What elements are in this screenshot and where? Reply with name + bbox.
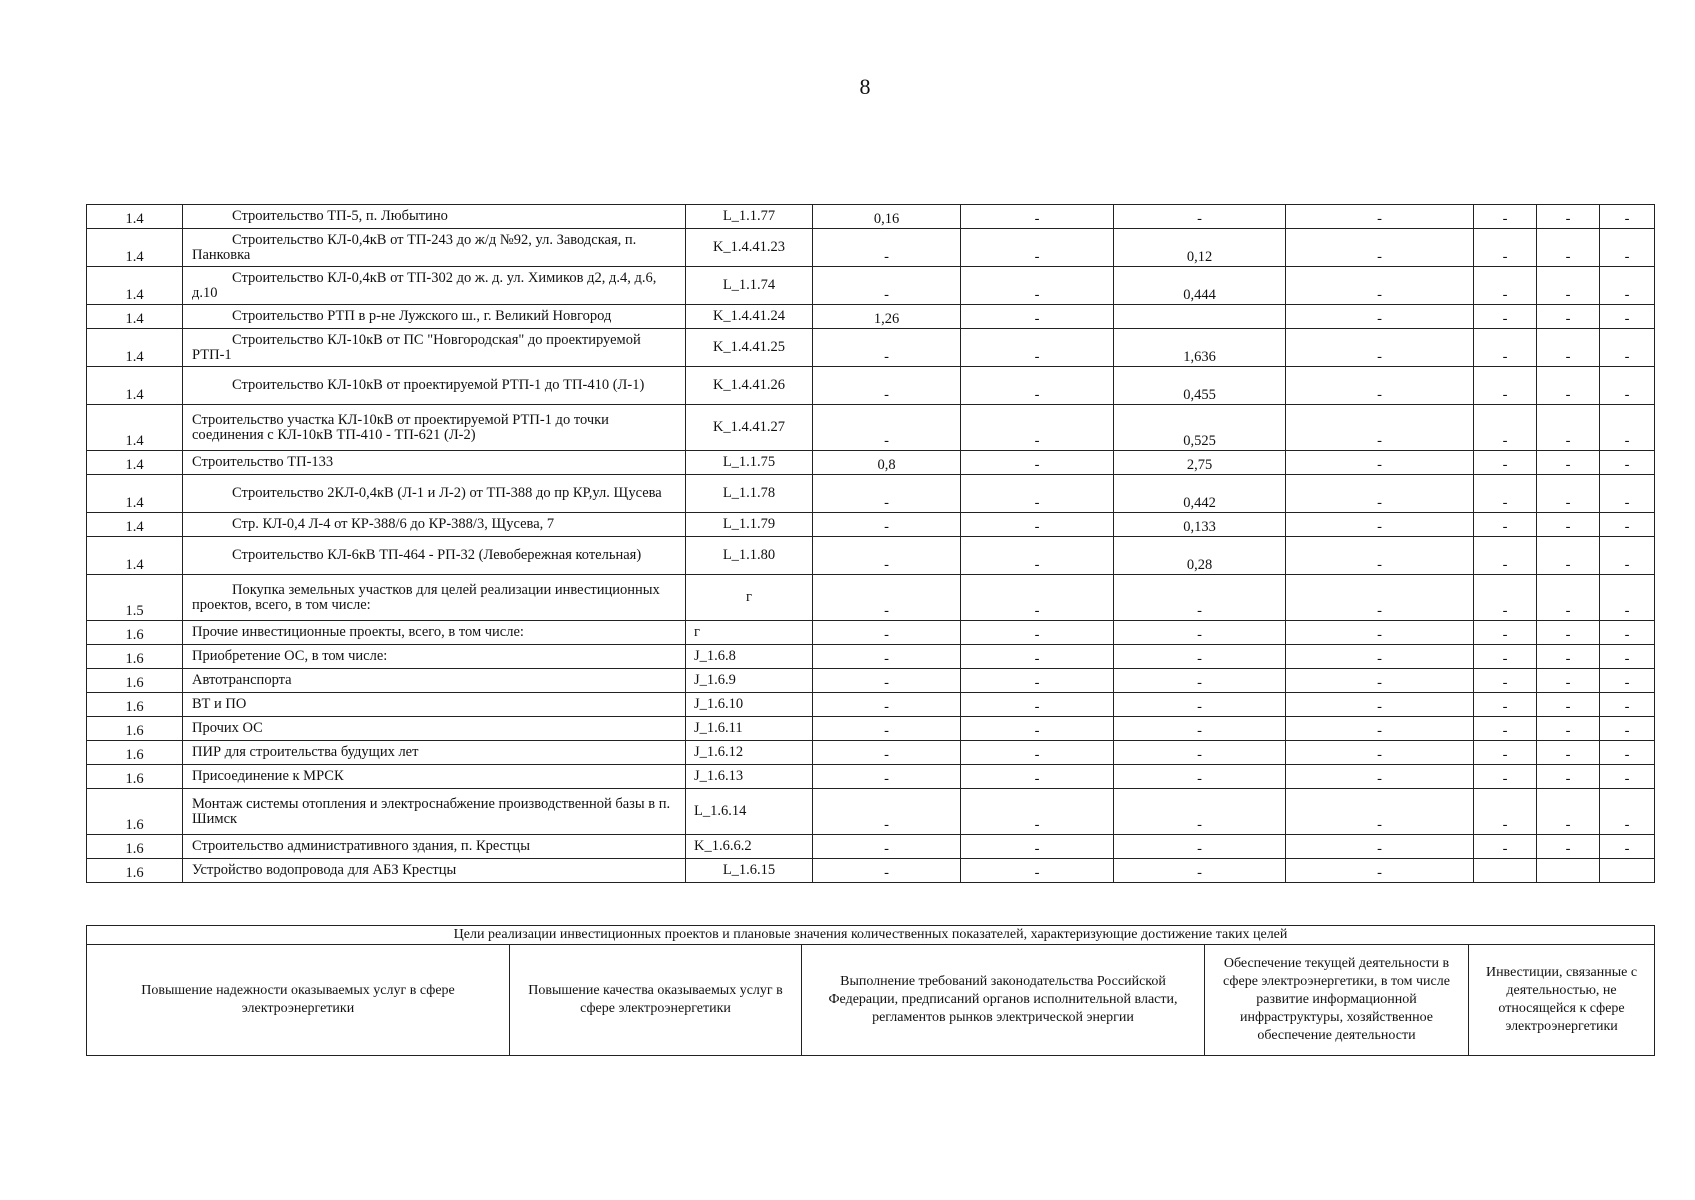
table-row [87, 329, 1655, 367]
project-code: K_1.4.41.25 [686, 329, 813, 367]
value-cell: - [1600, 621, 1655, 645]
value-cell: - [1286, 789, 1474, 835]
value-cell: - [1600, 405, 1655, 451]
table-row [87, 741, 1655, 765]
table-row [87, 537, 1655, 575]
value-cell: - [813, 669, 961, 693]
value-cell: - [961, 229, 1114, 267]
value-cell: - [961, 329, 1114, 367]
project-code: L_1.1.75 [686, 451, 813, 475]
value-cell: - [1114, 859, 1286, 883]
value-cell: - [1114, 741, 1286, 765]
value-cell: - [1600, 765, 1655, 789]
row-number: 1.4 [87, 229, 183, 267]
value-cell: - [961, 537, 1114, 575]
value-cell: - [813, 693, 961, 717]
value-cell: - [961, 717, 1114, 741]
project-name: Покупка земельных участков для целей реализации инвестиционных проектов, всего, в том числе: [183, 575, 686, 621]
value-cell: - [1474, 717, 1537, 741]
value-cell: 0,455 [1114, 367, 1286, 405]
value-cell: - [813, 835, 961, 859]
value-cell: - [1474, 451, 1537, 475]
value-cell: - [961, 669, 1114, 693]
table-row [87, 405, 1655, 451]
value-cell: - [1537, 513, 1600, 537]
value-cell: - [1114, 835, 1286, 859]
value-cell: - [813, 645, 961, 669]
row-number: 1.4 [87, 405, 183, 451]
value-cell: - [1537, 205, 1600, 229]
value-cell: - [1537, 693, 1600, 717]
value-cell: - [813, 765, 961, 789]
value-cell: - [961, 765, 1114, 789]
value-cell: - [1537, 669, 1600, 693]
value-cell: 0,12 [1114, 229, 1286, 267]
value-cell: - [1286, 717, 1474, 741]
value-cell: - [1114, 621, 1286, 645]
value-cell: - [1286, 765, 1474, 789]
value-cell: - [961, 859, 1114, 883]
value-cell: - [1537, 621, 1600, 645]
value-cell: - [813, 621, 961, 645]
table-row [87, 789, 1655, 835]
value-cell: - [1600, 717, 1655, 741]
project-name: Устройство водопровода для АБЗ Крестцы [183, 859, 686, 883]
row-number: 1.4 [87, 367, 183, 405]
value-cell: - [1474, 537, 1537, 575]
value-cell: - [1537, 575, 1600, 621]
investment-projects-table [86, 204, 1655, 883]
project-code: J_1.6.13 [686, 765, 813, 789]
value-cell: - [1600, 329, 1655, 367]
project-name: ВТ и ПО [183, 693, 686, 717]
value-cell: 0,525 [1114, 405, 1286, 451]
row-number: 1.4 [87, 475, 183, 513]
value-cell: - [813, 229, 961, 267]
goal-non-energy-investments: Инвестиции, связанные с деятельностью, не относящейся к сфере электроэнергетики [1469, 945, 1655, 1056]
project-name: Строительство ТП-5, п. Любытино [183, 205, 686, 229]
table-row [87, 575, 1655, 621]
project-name: Автотранспорта [183, 669, 686, 693]
project-name: Строительство ТП-133 [183, 451, 686, 475]
value-cell: - [813, 537, 961, 575]
value-cell: - [961, 451, 1114, 475]
value-cell: - [813, 859, 961, 883]
value-cell: - [961, 621, 1114, 645]
value-cell: 1,26 [813, 305, 961, 329]
value-cell: - [1474, 267, 1537, 305]
table-row [87, 765, 1655, 789]
row-number: 1.6 [87, 741, 183, 765]
project-code: K_1.4.41.24 [686, 305, 813, 329]
project-name: Строительство КЛ-0,4кВ от ТП-302 до ж. д. ул. Химиков д2, д.4, д.6, д.10 [183, 267, 686, 305]
value-cell: 0,8 [813, 451, 961, 475]
row-number: 1.6 [87, 765, 183, 789]
value-cell [1600, 859, 1655, 883]
project-code: K_1.4.41.27 [686, 405, 813, 451]
value-cell: - [1600, 575, 1655, 621]
value-cell: - [1474, 645, 1537, 669]
value-cell: - [1114, 717, 1286, 741]
value-cell: - [1474, 765, 1537, 789]
value-cell: - [1600, 741, 1655, 765]
row-number: 1.4 [87, 513, 183, 537]
value-cell: - [1600, 645, 1655, 669]
value-cell: - [1286, 229, 1474, 267]
value-cell: - [961, 741, 1114, 765]
value-cell: - [1286, 669, 1474, 693]
value-cell: - [1600, 305, 1655, 329]
row-number: 1.4 [87, 537, 183, 575]
value-cell: - [1286, 859, 1474, 883]
value-cell: - [1286, 451, 1474, 475]
value-cell: - [1537, 741, 1600, 765]
project-code: J_1.6.12 [686, 741, 813, 765]
value-cell: 0,16 [813, 205, 961, 229]
table-row [87, 451, 1655, 475]
value-cell: - [813, 475, 961, 513]
project-name: Строительство участка КЛ-10кВ от проектируемой РТП-1 до точки соединения с КЛ-10кВ ТП-410 - ТП-621 (Л-2) [183, 405, 686, 451]
project-code: L_1.1.80 [686, 537, 813, 575]
value-cell: - [961, 575, 1114, 621]
value-cell: - [1286, 475, 1474, 513]
value-cell: - [1474, 329, 1537, 367]
value-cell: - [1600, 229, 1655, 267]
value-cell: - [1474, 789, 1537, 835]
value-cell: - [1474, 575, 1537, 621]
project-code: L_1.1.77 [686, 205, 813, 229]
value-cell: 1,636 [1114, 329, 1286, 367]
row-number: 1.6 [87, 835, 183, 859]
value-cell: 0,444 [1114, 267, 1286, 305]
value-cell: - [1600, 693, 1655, 717]
project-name: Стр. КЛ-0,4 Л-4 от КР-388/6 до КР-388/3, Щусева, 7 [183, 513, 686, 537]
value-cell: - [1286, 267, 1474, 305]
value-cell: - [1286, 513, 1474, 537]
table-row [87, 835, 1655, 859]
value-cell: - [961, 367, 1114, 405]
value-cell: - [1114, 645, 1286, 669]
value-cell: - [1537, 329, 1600, 367]
row-number: 1.6 [87, 645, 183, 669]
table-row [87, 693, 1655, 717]
value-cell: - [813, 329, 961, 367]
value-cell: - [813, 789, 961, 835]
value-cell: - [961, 835, 1114, 859]
value-cell: - [1286, 621, 1474, 645]
row-number: 1.6 [87, 717, 183, 741]
project-code: J_1.6.11 [686, 717, 813, 741]
table-row [87, 645, 1655, 669]
row-number: 1.4 [87, 305, 183, 329]
project-code: J_1.6.8 [686, 645, 813, 669]
value-cell: - [1600, 475, 1655, 513]
value-cell: - [1474, 741, 1537, 765]
value-cell: - [1286, 835, 1474, 859]
goal-current-operations: Обеспечение текущей деятельности в сфере электроэнергетики, в том числе развитие информационной инфраструктуры, хозяйственное обеспечение деятельности [1205, 945, 1469, 1056]
project-code: L_1.1.74 [686, 267, 813, 305]
value-cell [1474, 859, 1537, 883]
project-code: L_1.1.78 [686, 475, 813, 513]
value-cell: - [1600, 835, 1655, 859]
value-cell: - [1537, 789, 1600, 835]
value-cell: - [1537, 451, 1600, 475]
row-number: 1.5 [87, 575, 183, 621]
value-cell: - [1474, 513, 1537, 537]
row-number: 1.4 [87, 205, 183, 229]
value-cell: - [1600, 451, 1655, 475]
value-cell: - [1474, 205, 1537, 229]
value-cell: - [1537, 645, 1600, 669]
row-number: 1.6 [87, 789, 183, 835]
value-cell: - [1286, 575, 1474, 621]
goal-legal-compliance: Выполнение требований законодательства Российской Федерации, предписаний органов исполнительной власти, регламентов рынков электрической энергии [802, 945, 1205, 1056]
project-name: Строительство административного здания, п. Крестцы [183, 835, 686, 859]
value-cell: - [1286, 645, 1474, 669]
value-cell: - [1474, 229, 1537, 267]
value-cell: - [1537, 367, 1600, 405]
table-row [87, 717, 1655, 741]
value-cell: - [1537, 537, 1600, 575]
table-row [87, 305, 1655, 329]
value-cell: - [961, 475, 1114, 513]
value-cell: - [1114, 669, 1286, 693]
project-code: г [686, 575, 813, 621]
value-cell: - [1537, 229, 1600, 267]
project-code: L_1.1.79 [686, 513, 813, 537]
value-cell: 2,75 [1114, 451, 1286, 475]
value-cell: - [1474, 621, 1537, 645]
value-cell: - [1537, 305, 1600, 329]
project-name: Строительство 2КЛ-0,4кВ (Л-1 и Л-2) от ТП-388 до пр КР,ул. Щусева [183, 475, 686, 513]
project-code: г [686, 621, 813, 645]
value-cell: - [813, 741, 961, 765]
value-cell: - [1537, 475, 1600, 513]
project-code: K_1.4.41.23 [686, 229, 813, 267]
project-code: J_1.6.9 [686, 669, 813, 693]
goal-reliability: Повышение надежности оказываемых услуг в сфере электроэнергетики [87, 945, 510, 1056]
value-cell: - [961, 645, 1114, 669]
project-name: Прочих ОС [183, 717, 686, 741]
value-cell: - [1600, 367, 1655, 405]
value-cell: - [961, 789, 1114, 835]
goals-header: Цели реализации инвестиционных проектов и плановые значения количественных показателей, характеризующие достижение таких целей [87, 926, 1655, 945]
value-cell: - [961, 267, 1114, 305]
value-cell: - [813, 513, 961, 537]
value-cell: - [813, 405, 961, 451]
goal-quality: Повышение качества оказываемых услуг в сфере электроэнергетики [510, 945, 802, 1056]
project-name: Присоединение к МРСК [183, 765, 686, 789]
row-number: 1.6 [87, 669, 183, 693]
value-cell: - [1474, 367, 1537, 405]
value-cell: - [1537, 835, 1600, 859]
value-cell: - [1286, 741, 1474, 765]
row-number: 1.6 [87, 621, 183, 645]
value-cell: - [1114, 575, 1286, 621]
project-name: Прочие инвестиционные проекты, всего, в том числе: [183, 621, 686, 645]
value-cell: - [1600, 789, 1655, 835]
table-row [87, 267, 1655, 305]
project-name: Строительство РТП в р-не Лужского ш., г. Великий Новгород [183, 305, 686, 329]
value-cell: - [1600, 513, 1655, 537]
project-name: ПИР для строительства будущих лет [183, 741, 686, 765]
value-cell: - [1474, 475, 1537, 513]
value-cell: - [813, 575, 961, 621]
table-row [87, 367, 1655, 405]
value-cell: - [1286, 405, 1474, 451]
value-cell: - [1286, 537, 1474, 575]
value-cell: - [1286, 367, 1474, 405]
value-cell: - [813, 717, 961, 741]
value-cell: - [1474, 693, 1537, 717]
value-cell: - [813, 267, 961, 305]
value-cell: 0,28 [1114, 537, 1286, 575]
value-cell: - [1286, 693, 1474, 717]
value-cell: - [1474, 669, 1537, 693]
value-cell: 0,442 [1114, 475, 1286, 513]
value-cell: - [1600, 537, 1655, 575]
project-code: L_1.6.14 [686, 789, 813, 835]
value-cell [1114, 305, 1286, 329]
value-cell: - [961, 305, 1114, 329]
table-row [87, 513, 1655, 537]
value-cell: - [1114, 765, 1286, 789]
row-number: 1.4 [87, 329, 183, 367]
value-cell: 0,133 [1114, 513, 1286, 537]
row-number: 1.6 [87, 859, 183, 883]
project-code: L_1.6.15 [686, 859, 813, 883]
value-cell: - [1474, 305, 1537, 329]
value-cell: - [961, 205, 1114, 229]
value-cell: - [1537, 765, 1600, 789]
value-cell: - [1286, 205, 1474, 229]
row-number: 1.4 [87, 451, 183, 475]
table-row [87, 621, 1655, 645]
table-row [87, 859, 1655, 883]
value-cell: - [961, 693, 1114, 717]
project-name: Монтаж системы отопления и электроснабжение производственной базы в п. Шимск [183, 789, 686, 835]
value-cell: - [1600, 267, 1655, 305]
value-cell: - [1474, 405, 1537, 451]
value-cell: - [1114, 789, 1286, 835]
value-cell: - [1537, 717, 1600, 741]
project-code: K_1.6.6.2 [686, 835, 813, 859]
value-cell: - [1537, 267, 1600, 305]
table-row [87, 229, 1655, 267]
value-cell: - [1114, 205, 1286, 229]
value-cell: - [1600, 205, 1655, 229]
project-name: Строительство КЛ-10кВ от ПС "Новгородская" до проектируемой РТП-1 [183, 329, 686, 367]
value-cell: - [813, 367, 961, 405]
project-code: K_1.4.41.26 [686, 367, 813, 405]
value-cell [1537, 859, 1600, 883]
value-cell: - [1286, 305, 1474, 329]
value-cell: - [1474, 835, 1537, 859]
value-cell: - [961, 405, 1114, 451]
project-name: Приобретение ОС, в том числе: [183, 645, 686, 669]
value-cell: - [1537, 405, 1600, 451]
table-row [87, 669, 1655, 693]
goals-table [86, 925, 1655, 1056]
value-cell: - [961, 513, 1114, 537]
project-name: Строительство КЛ-0,4кВ от ТП-243 до ж/д №92, ул. Заводская, п. Панковка [183, 229, 686, 267]
table-row [87, 205, 1655, 229]
value-cell: - [1600, 669, 1655, 693]
value-cell: - [1114, 693, 1286, 717]
project-code: J_1.6.10 [686, 693, 813, 717]
page-number: 8 [859, 74, 871, 99]
table-row [87, 475, 1655, 513]
row-number: 1.6 [87, 693, 183, 717]
project-name: Строительство КЛ-10кВ от проектируемой РТП-1 до ТП-410 (Л-1) [183, 367, 686, 405]
value-cell: - [1286, 329, 1474, 367]
row-number: 1.4 [87, 267, 183, 305]
project-name: Строительство КЛ-6кВ ТП-464 - РП-32 (Левобережная котельная) [183, 537, 686, 575]
